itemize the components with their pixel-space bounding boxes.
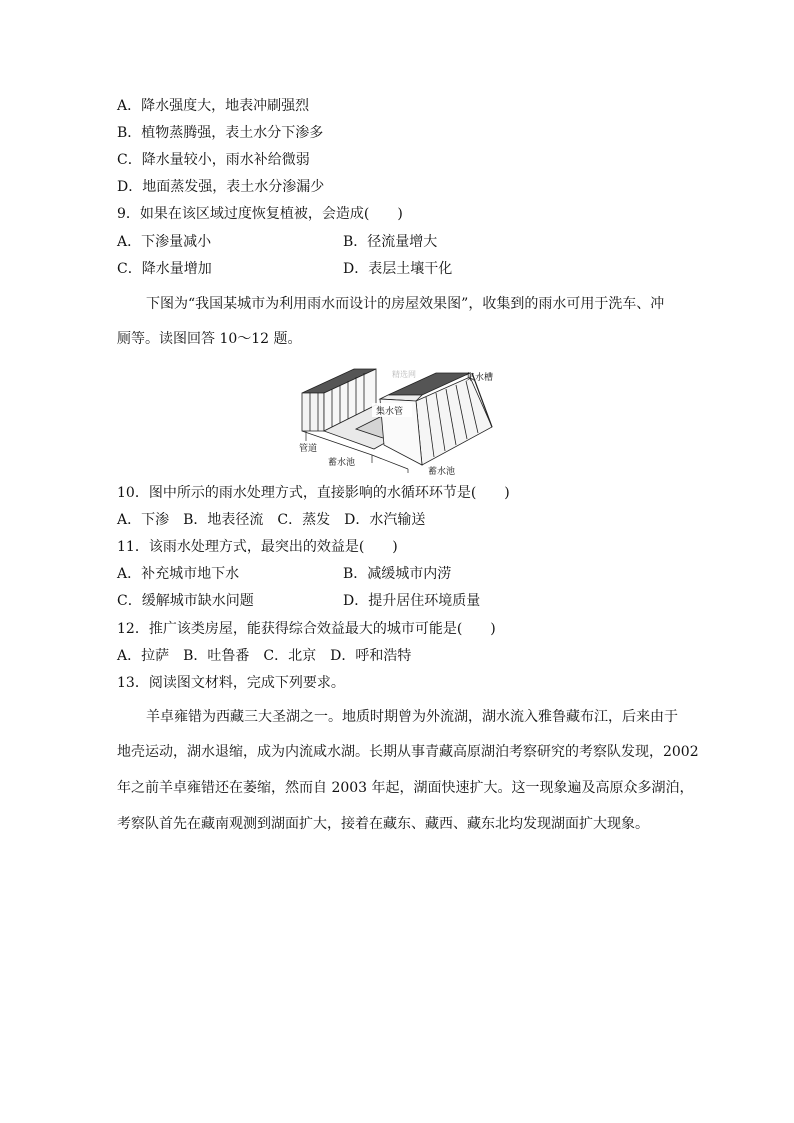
q9-option-row-2 <box>117 260 453 278</box>
q9-option-c: C．降水量增加 <box>117 261 212 277</box>
q9-option-b: B．径流量增大 <box>343 234 438 250</box>
q13-stem: 13．阅读图文材料，完成下列要求。 <box>117 675 345 691</box>
intro-line-2: 厕等。读图回答 10～12 题。 <box>117 331 302 347</box>
q9-option-a: A．下渗量减小 <box>117 234 212 250</box>
q10-stem: 10．图中所示的雨水处理方式，直接影响的水循环环节是( ) <box>117 485 510 501</box>
watermark: 精选网 <box>392 370 416 379</box>
q11-option-a: A．补充城市地下水 <box>117 566 240 582</box>
label-collector: 集水管 <box>376 407 404 417</box>
q11-option-d: D．提升居住环境质量 <box>343 593 481 609</box>
label-gutter: 集水槽 <box>466 373 494 383</box>
q9-option-d: D．表层土壤干化 <box>343 261 453 277</box>
q13-passage-line-2: 地壳运动，湖水退缩，成为内流咸水湖。长期从事青藏高原湖泊考察研究的考察队发现，2002 <box>117 744 699 760</box>
label-pool-left: 蓄水池 <box>328 458 356 468</box>
q11-option-row-2 <box>117 592 481 610</box>
q13-passage-line-1: 羊卓雍错为西藏三大圣湖之一。地质时期曾为外流湖，湖水流入雅鲁藏布江，后来由于 <box>146 709 678 725</box>
q8-option-b: B．植物蒸腾强，表土水分下渗多 <box>117 125 324 141</box>
q11-option-b: B．减缓城市内涝 <box>343 566 452 582</box>
q13-passage-line-4: 考察队首先在藏南观测到湖面扩大，接着在藏东、藏西、藏东北均发现湖面扩大现象。 <box>117 816 649 832</box>
label-pool-right: 蓄水池 <box>428 467 456 477</box>
house-diagram <box>296 365 502 477</box>
q13-passage-line-3: 年之前羊卓雍错还在萎缩，然而自 2003 年起，湖面快速扩大。这一现象遍及高原众多湖泊， <box>117 780 694 796</box>
q11-option-c: C．缓解城市缺水问题 <box>117 593 254 609</box>
q9-option-row-1 <box>117 233 438 251</box>
intro-line-1: 下图为“我国某城市为利用雨水而设计的房屋效果图”，收集到的雨水可用于洗车、冲 <box>146 296 665 312</box>
q9-stem: 9．如果在该区域过度恢复植被，会造成( ) <box>117 206 403 222</box>
q10-options: A．下渗 B．地表径流 C．蒸发 D．水汽输送 <box>117 512 426 528</box>
q11-option-row-1 <box>117 565 452 583</box>
label-pipe: 管道 <box>299 444 318 454</box>
q8-option-d: D．地面蒸发强，表土水分渗漏少 <box>117 179 325 195</box>
q11-stem: 11．该雨水处理方式，最突出的效益是( ) <box>117 539 398 555</box>
rainwater-house-figure <box>296 365 502 477</box>
q8-option-a: A．降水强度大，地表冲刷强烈 <box>117 98 310 114</box>
q12-options: A．拉萨 B．吐鲁番 C．北京 D．呼和浩特 <box>117 648 412 664</box>
q8-option-c: C．降水量较小，雨水补给微弱 <box>117 152 310 168</box>
q12-stem: 12．推广该类房屋，能获得综合效益最大的城市可能是( ) <box>117 621 496 637</box>
right-building <box>380 373 492 465</box>
